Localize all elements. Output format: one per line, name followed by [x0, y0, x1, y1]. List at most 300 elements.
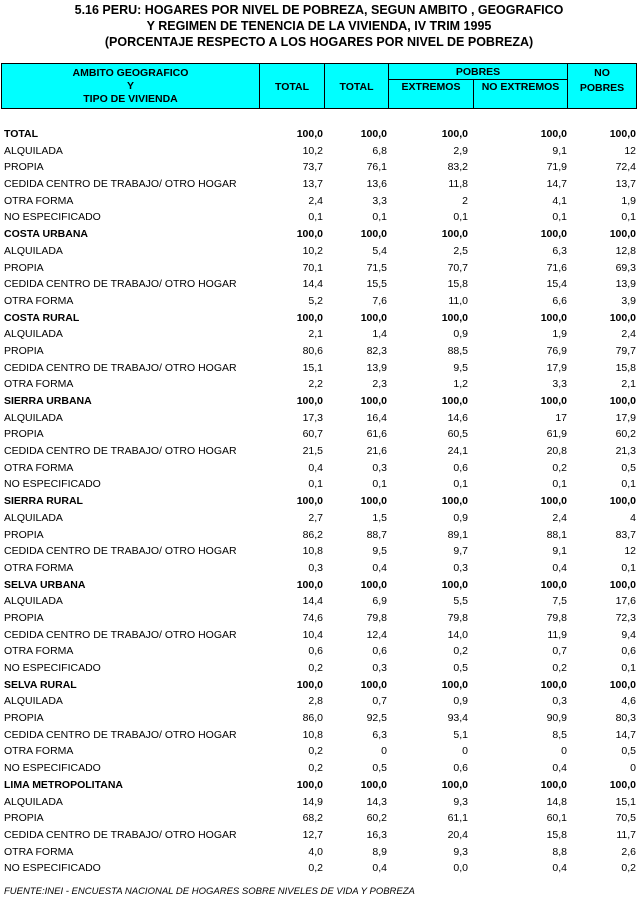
row-value: 3,3	[372, 194, 387, 207]
table-header	[1, 63, 637, 109]
row-label: SELVA RURAL	[4, 678, 77, 691]
row-value: 13,9	[366, 361, 387, 374]
table-row	[0, 176, 638, 193]
row-value: 21,6	[366, 445, 387, 458]
row-value: 100,0	[360, 678, 387, 691]
row-value: 79,8	[447, 611, 468, 624]
row-value: 8,8	[552, 845, 567, 858]
row-value: 16,3	[366, 828, 387, 841]
header-total-1: TOTAL	[274, 81, 310, 93]
table-row	[0, 360, 638, 377]
row-value: 100,0	[609, 678, 636, 691]
row-value: 0,4	[372, 862, 387, 875]
row-label: PROPIA	[4, 261, 44, 274]
row-value: 72,3	[615, 611, 636, 624]
row-value: 0,9	[453, 511, 468, 524]
row-value: 17,3	[302, 411, 323, 424]
row-value: 17,9	[615, 411, 636, 424]
row-value: 0,4	[552, 762, 567, 775]
table-row	[0, 493, 638, 510]
table-row	[0, 727, 638, 744]
source-footnote: FUENTE:INEI - ENCUESTA NACIONAL DE HOGARES SOBRE NIVELES DE VIDA Y POBREZA	[4, 886, 415, 897]
row-value: 0,2	[621, 862, 636, 875]
row-value: 17,6	[615, 595, 636, 608]
row-value: 100,0	[609, 311, 636, 324]
row-value: 0,7	[372, 695, 387, 708]
table-row	[0, 643, 638, 660]
row-value: 20,8	[546, 445, 567, 458]
row-value: 0,1	[621, 561, 636, 574]
row-value: 2,8	[308, 695, 323, 708]
row-label: ALQUILADA	[4, 511, 63, 524]
row-value: 79,8	[366, 611, 387, 624]
row-value: 0,3	[453, 561, 468, 574]
row-value: 15,8	[615, 361, 636, 374]
row-value: 100,0	[540, 395, 567, 407]
row-value: 14,4	[302, 595, 323, 608]
row-label: TOTAL	[4, 128, 39, 140]
row-value: 72,4	[615, 161, 636, 174]
row-label: CEDIDA CENTRO DE TRABAJO/ OTRO HOGAR	[4, 178, 237, 191]
row-value: 88,5	[447, 344, 468, 357]
table-row	[0, 810, 638, 827]
row-value: 68,2	[302, 812, 323, 825]
row-value: 4,0	[308, 845, 323, 858]
table-row	[0, 543, 638, 560]
row-value: 4,1	[552, 194, 567, 207]
row-value: 0	[630, 762, 636, 775]
row-value: 2,1	[308, 328, 323, 341]
row-value: 2,3	[372, 378, 387, 391]
row-value: 2,4	[552, 511, 567, 524]
row-value: 83,2	[447, 161, 468, 174]
row-value: 1,5	[372, 511, 387, 524]
table-row	[0, 476, 638, 493]
row-value: 10,4	[302, 628, 323, 641]
row-value: 60,5	[447, 428, 468, 441]
row-value: 100,0	[360, 311, 387, 324]
row-value: 6,3	[372, 728, 387, 741]
row-value: 6,9	[372, 595, 387, 608]
row-value: 13,7	[615, 178, 636, 191]
row-value: 0,1	[372, 211, 387, 224]
row-label: CEDIDA CENTRO DE TRABAJO/ OTRO HOGAR	[4, 545, 237, 558]
row-value: 7,5	[552, 595, 567, 608]
row-label: LIMA METROPOLITANA	[4, 778, 123, 791]
row-value: 12,4	[366, 628, 387, 641]
row-value: 0,1	[621, 478, 636, 491]
row-label: PROPIA	[4, 712, 44, 725]
row-value: 0,2	[552, 461, 567, 474]
row-value: 100,0	[360, 578, 387, 591]
table-row	[0, 376, 638, 393]
row-label: SIERRA RURAL	[4, 495, 83, 508]
row-value: 60,2	[615, 428, 636, 441]
row-value: 0,1	[453, 211, 468, 224]
row-value: 60,2	[366, 812, 387, 825]
table-row	[0, 593, 638, 610]
row-value: 21,5	[302, 445, 323, 458]
row-value: 9,1	[552, 545, 567, 558]
row-value: 88,7	[366, 528, 387, 541]
row-value: 69,3	[615, 261, 636, 274]
row-value: 100,0	[441, 228, 468, 241]
row-value: 1,9	[552, 328, 567, 341]
row-value: 0,1	[552, 211, 567, 224]
row-value: 0,6	[453, 461, 468, 474]
row-value: 13,7	[302, 178, 323, 191]
row-label: PROPIA	[4, 428, 44, 441]
row-label: CEDIDA CENTRO DE TRABAJO/ OTRO HOGAR	[4, 361, 237, 374]
row-value: 100,0	[441, 495, 468, 508]
row-value: 0,2	[308, 662, 323, 674]
row-value: 0	[462, 745, 468, 758]
row-value: 0,5	[453, 662, 468, 674]
table-row	[0, 560, 638, 577]
row-value: 71,9	[546, 161, 567, 174]
table-row	[0, 226, 638, 243]
row-value: 0,5	[372, 762, 387, 775]
page-title	[0, 2, 638, 50]
row-value: 17	[555, 411, 567, 424]
row-value: 100,0	[609, 495, 636, 508]
row-value: 11,0	[448, 294, 468, 307]
row-value: 0,7	[552, 645, 567, 658]
row-value: 0,1	[308, 478, 323, 491]
row-value: 0,4	[552, 561, 567, 574]
row-value: 71,6	[546, 261, 567, 274]
row-value: 5,5	[453, 595, 468, 608]
row-value: 61,1	[447, 812, 468, 825]
row-label: OTRA FORMA	[4, 845, 74, 858]
row-value: 9,7	[453, 545, 468, 558]
row-value: 0,6	[372, 645, 387, 658]
row-label: ALQUILADA	[4, 795, 63, 808]
row-value: 8,9	[372, 845, 387, 858]
header-pobres: POBRES	[455, 66, 501, 78]
row-label: PROPIA	[4, 611, 44, 624]
row-value: 100,0	[296, 311, 323, 324]
row-value: 90,9	[546, 712, 567, 725]
row-label: OTRA FORMA	[4, 745, 74, 758]
row-value: 0,6	[308, 645, 323, 658]
row-value: 100,0	[609, 395, 636, 407]
row-value: 2,6	[621, 845, 636, 858]
row-value: 2,1	[621, 378, 636, 391]
row-label: OTRA FORMA	[4, 194, 74, 207]
row-value: 0,5	[621, 745, 636, 758]
row-value: 2	[462, 194, 468, 207]
row-value: 2,4	[308, 194, 323, 207]
row-value: 76,1	[366, 161, 387, 174]
row-value: 9,3	[453, 845, 468, 858]
row-value: 0,6	[621, 645, 636, 658]
table-row	[0, 410, 638, 427]
row-value: 17,9	[546, 361, 567, 374]
header-no-extremos: NO EXTREMOS	[481, 81, 560, 93]
row-value: 100,0	[441, 578, 468, 591]
row-label: PROPIA	[4, 161, 44, 174]
row-value: 14,7	[615, 728, 636, 741]
row-value: 100,0	[441, 395, 468, 407]
row-value: 0,1	[308, 211, 323, 224]
table-row	[0, 577, 638, 594]
row-value: 100,0	[609, 778, 636, 791]
row-value: 100,0	[360, 495, 387, 508]
row-value: 100,0	[360, 228, 387, 241]
row-label: OTRA FORMA	[4, 294, 74, 307]
row-label: PROPIA	[4, 528, 44, 541]
row-label: CEDIDA CENTRO DE TRABAJO/ OTRO HOGAR	[4, 445, 237, 458]
row-value: 100,0	[441, 778, 468, 791]
row-value: 88,1	[546, 528, 567, 541]
row-value: 6,8	[372, 144, 387, 157]
row-label: PROPIA	[4, 812, 44, 825]
table-row	[0, 260, 638, 277]
row-label: OTRA FORMA	[4, 461, 74, 474]
table-row	[0, 844, 638, 861]
table-row	[0, 426, 638, 443]
row-value: 60,1	[546, 812, 567, 825]
row-value: 79,8	[546, 611, 567, 624]
row-value: 0,2	[453, 645, 468, 658]
row-value: 100,0	[540, 128, 567, 140]
table-row	[0, 860, 638, 877]
row-value: 0,4	[372, 561, 387, 574]
title-line-3: (PORCENTAJE RESPECTO A LOS HOGARES POR NIVEL DE POBREZA)	[104, 35, 534, 49]
row-value: 7,6	[372, 294, 387, 307]
row-value: 2,5	[453, 244, 468, 257]
row-label: OTRA FORMA	[4, 378, 74, 391]
row-value: 0,3	[372, 662, 387, 674]
row-value: 21,3	[615, 445, 636, 458]
row-value: 2,7	[308, 511, 323, 524]
table-row	[0, 343, 638, 360]
row-value: 14,8	[546, 795, 567, 808]
row-value: 12,8	[615, 244, 636, 257]
row-label: COSTA URBANA	[4, 228, 88, 241]
header-ambito: AMBITO GEOGRAFICO Y TIPO DE VIVIENDA	[72, 67, 189, 105]
row-value: 100,0	[441, 311, 468, 324]
row-value: 0,4	[552, 862, 567, 875]
row-value: 60,7	[302, 428, 323, 441]
row-value: 70,5	[615, 812, 636, 825]
table-row	[0, 510, 638, 527]
row-value: 0,1	[552, 478, 567, 491]
row-value: 13,9	[615, 278, 636, 291]
table-row	[0, 126, 638, 143]
table-row	[0, 443, 638, 460]
row-value: 14,3	[366, 795, 387, 808]
row-value: 76,9	[546, 344, 567, 357]
row-value: 100,0	[360, 778, 387, 791]
row-label: CEDIDA CENTRO DE TRABAJO/ OTRO HOGAR	[4, 278, 237, 291]
row-value: 9,4	[621, 628, 636, 641]
row-value: 4,6	[621, 695, 636, 708]
row-label: ALQUILADA	[4, 144, 63, 157]
table-row	[0, 193, 638, 210]
table-row	[0, 693, 638, 710]
row-value: 0,3	[308, 561, 323, 574]
table-row	[0, 677, 638, 694]
row-value: 100,0	[360, 128, 387, 140]
row-value: 5,4	[372, 244, 387, 257]
row-value: 5,2	[308, 294, 323, 307]
row-label: CEDIDA CENTRO DE TRABAJO/ OTRO HOGAR	[4, 828, 237, 841]
row-value: 11,9	[547, 628, 567, 641]
row-value: 70,7	[447, 261, 468, 274]
row-value: 100,0	[540, 495, 567, 508]
row-value: 12,7	[302, 828, 323, 841]
table-row	[0, 794, 638, 811]
row-value: 9,5	[453, 361, 468, 374]
row-value: 14,9	[302, 795, 323, 808]
row-value: 0,2	[308, 762, 323, 775]
row-value: 4	[630, 511, 636, 524]
row-value: 0,1	[372, 478, 387, 491]
row-value: 0,1	[453, 478, 468, 491]
row-value: 100,0	[609, 128, 636, 140]
table-row	[0, 276, 638, 293]
row-value: 0,5	[621, 461, 636, 474]
row-value: 61,9	[546, 428, 567, 441]
row-value: 14,7	[546, 178, 567, 191]
row-value: 1,2	[453, 378, 468, 391]
row-value: 100,0	[296, 228, 323, 241]
row-value: 0,2	[308, 745, 323, 758]
row-value: 8,5	[552, 728, 567, 741]
row-value: 13,6	[366, 178, 387, 191]
row-label: CEDIDA CENTRO DE TRABAJO/ OTRO HOGAR	[4, 628, 237, 641]
row-value: 100,0	[296, 495, 323, 508]
row-value: 9,5	[372, 545, 387, 558]
table-row	[0, 243, 638, 260]
row-value: 0,1	[621, 662, 636, 674]
row-value: 0	[381, 745, 387, 758]
row-value: 15,8	[447, 278, 468, 291]
row-value: 1,9	[621, 194, 636, 207]
row-value: 10,2	[302, 244, 323, 257]
row-value: 100,0	[540, 678, 567, 691]
row-label: OTRA FORMA	[4, 561, 74, 574]
table-row	[0, 777, 638, 794]
title-line-2: Y REGIMEN DE TENENCIA DE LA VIVIENDA, IV TRIM 1995	[146, 19, 492, 33]
row-value: 0,3	[552, 695, 567, 708]
row-value: 6,6	[552, 294, 567, 307]
row-value: 83,7	[615, 528, 636, 541]
row-value: 86,2	[302, 528, 323, 541]
row-value: 100,0	[296, 778, 323, 791]
row-value: 15,1	[615, 795, 636, 808]
table-row	[0, 710, 638, 727]
row-value: 5,1	[453, 728, 468, 741]
row-value: 9,3	[453, 795, 468, 808]
row-value: 10,8	[302, 728, 323, 741]
row-value: 0,6	[453, 762, 468, 775]
row-value: 70,1	[302, 261, 323, 274]
row-value: 15,4	[546, 278, 567, 291]
row-value: 11,7	[616, 828, 636, 841]
table-row	[0, 627, 638, 644]
row-value: 80,3	[615, 712, 636, 725]
row-label: NO ESPECIFICADO	[4, 662, 101, 674]
row-value: 86,0	[302, 712, 323, 725]
row-value: 100,0	[540, 228, 567, 241]
row-value: 89,1	[447, 528, 468, 541]
row-label: ALQUILADA	[4, 244, 63, 257]
row-label: NO ESPECIFICADO	[4, 211, 101, 224]
row-value: 100,0	[540, 311, 567, 324]
row-value: 0,9	[453, 695, 468, 708]
row-value: 80,6	[302, 344, 323, 357]
row-value: 100,0	[441, 678, 468, 691]
table-row	[0, 460, 638, 477]
row-value: 100,0	[441, 128, 468, 140]
row-value: 100,0	[296, 578, 323, 591]
row-label: COSTA RURAL	[4, 311, 80, 324]
table-row	[0, 326, 638, 343]
row-value: 74,6	[302, 611, 323, 624]
row-value: 0,9	[453, 328, 468, 341]
row-value: 100,0	[609, 228, 636, 241]
row-value: 15,5	[366, 278, 387, 291]
row-value: 6,3	[552, 244, 567, 257]
table-row	[0, 660, 638, 677]
row-value: 100,0	[540, 578, 567, 591]
row-value: 0,3	[372, 461, 387, 474]
row-value: 0,2	[308, 862, 323, 875]
row-value: 16,4	[366, 411, 387, 424]
header-extremos: EXTREMOS	[401, 81, 461, 93]
row-value: 100,0	[360, 395, 387, 407]
row-value: 100,0	[540, 778, 567, 791]
row-value: 100,0	[296, 395, 323, 407]
row-value: 24,1	[447, 445, 468, 458]
table-row	[0, 209, 638, 226]
table-row	[0, 527, 638, 544]
table-row	[0, 310, 638, 327]
row-value: 15,1	[302, 361, 323, 374]
row-value: 0,2	[552, 662, 567, 674]
row-value: 10,2	[302, 144, 323, 157]
row-value: 2,4	[621, 328, 636, 341]
row-label: ALQUILADA	[4, 695, 63, 708]
table-row	[0, 610, 638, 627]
row-value: 61,6	[366, 428, 387, 441]
row-label: ALQUILADA	[4, 595, 63, 608]
table-row	[0, 293, 638, 310]
table-body	[0, 126, 638, 877]
row-label: ALQUILADA	[4, 328, 63, 341]
row-value: 14,6	[447, 411, 468, 424]
row-value: 10,8	[302, 545, 323, 558]
row-value: 82,3	[366, 344, 387, 357]
row-label: ALQUILADA	[4, 411, 63, 424]
row-value: 11,8	[448, 178, 468, 191]
title-line-1: 5.16 PERU: HOGARES POR NIVEL DE POBREZA, SEGUN AMBITO , GEOGRAFICO	[74, 3, 564, 17]
header-total-2: TOTAL	[339, 81, 374, 93]
row-value: 15,8	[546, 828, 567, 841]
table-row	[0, 760, 638, 777]
row-value: 92,5	[366, 712, 387, 725]
table-row	[0, 159, 638, 176]
row-value: 93,4	[447, 712, 468, 725]
table-row	[0, 743, 638, 760]
row-value: 100,0	[609, 578, 636, 591]
row-value: 2,9	[453, 144, 468, 157]
row-value: 9,1	[552, 144, 567, 157]
header-no-pobres: NO POBRES	[579, 67, 625, 94]
